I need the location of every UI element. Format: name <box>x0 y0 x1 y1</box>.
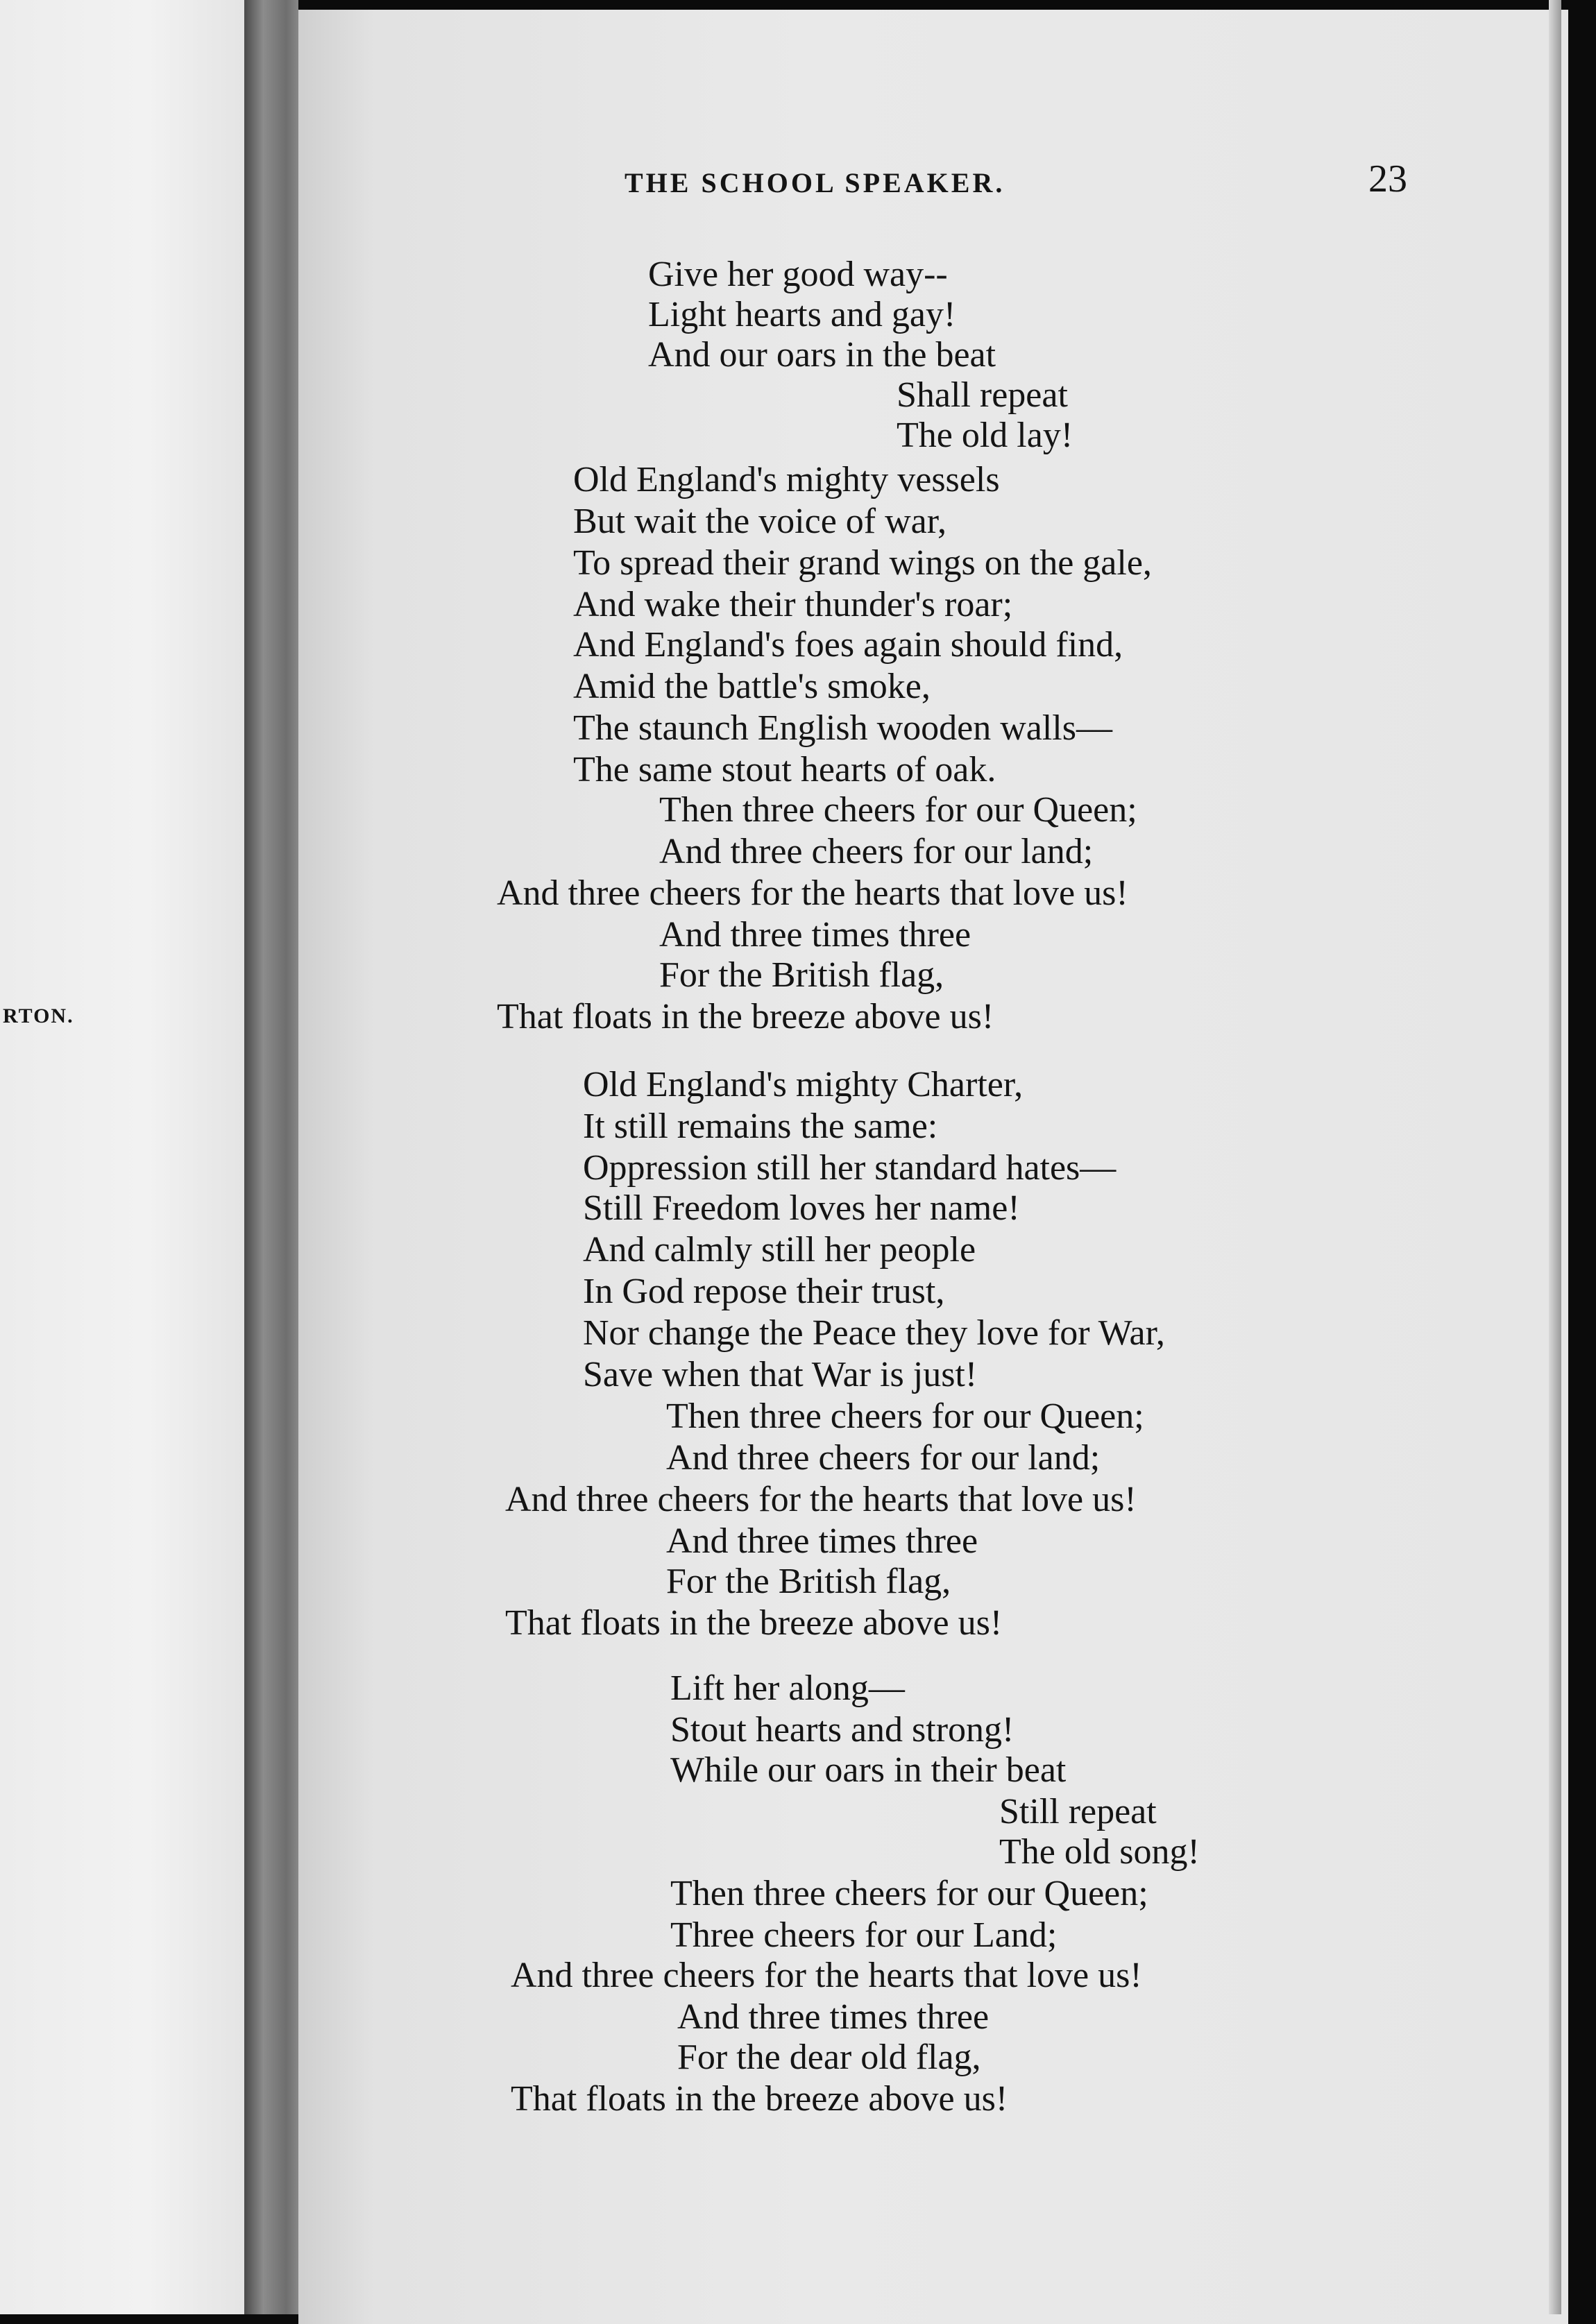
poem-line: And wake their thunder's roar; <box>573 585 1013 624</box>
poem-line: And three cheers for our land; <box>666 1438 1101 1478</box>
poem-line: Three cheers for our Land; <box>670 1915 1058 1955</box>
poem-line: And our oars in the beat <box>648 335 996 375</box>
left-page-fragment: RTON. <box>3 1005 74 1027</box>
poem-line: But wait the voice of war, <box>573 502 946 541</box>
running-head: THE SCHOOL SPEAKER. <box>625 167 1005 198</box>
poem-line: Old England's mighty vessels <box>573 460 1000 499</box>
poem-line: Oppression still her standard hates— <box>583 1148 1117 1188</box>
poem-line: Save when that War is just! <box>583 1355 978 1394</box>
poem-line: Then three cheers for our Queen; <box>666 1396 1144 1436</box>
page-number: 23 <box>1368 157 1407 200</box>
poem-line: And three times three <box>677 1997 990 2037</box>
poem-line: To spread their grand wings on the gale, <box>573 543 1152 583</box>
poem-line: That floats in the breeze above us! <box>505 1603 1003 1643</box>
poem-line: And three times three <box>659 915 971 955</box>
poem-line: For the British flag, <box>666 1562 951 1601</box>
poem-line: And three cheers for our land; <box>659 832 1094 871</box>
poem-line: And calmly still her people <box>583 1230 976 1270</box>
poem-line: Shall repeat <box>897 375 1068 415</box>
poem-line: Stout hearts and strong! <box>670 1710 1015 1750</box>
poem-line: That floats in the breeze above us! <box>511 2079 1008 2119</box>
poem-line: The same stout hearts of oak. <box>573 750 996 789</box>
poem-line: Then three cheers for our Queen; <box>659 790 1137 830</box>
poem-line: Still Freedom loves her name! <box>583 1188 1020 1228</box>
poem-line: And three cheers for the hearts that love us! <box>511 1956 1142 1995</box>
left-page <box>0 0 244 2314</box>
poem-line: And England's foes again should find, <box>573 625 1123 665</box>
poem-line: Give her good way-- <box>648 255 948 294</box>
poem-line: Still repeat <box>999 1792 1157 1831</box>
poem-line: And three times three <box>666 1521 978 1561</box>
poem-line: Amid the battle's smoke, <box>573 667 931 706</box>
poem-line: And three cheers for the hearts that love us! <box>505 1480 1137 1519</box>
poem-line: In God repose their trust, <box>583 1272 945 1311</box>
poem-line: Nor change the Peace they love for War, <box>583 1313 1165 1353</box>
poem-line: Then three cheers for our Queen; <box>670 1874 1148 1913</box>
poem-line: Old England's mighty Charter, <box>583 1065 1024 1104</box>
poem-line: Lift her along— <box>670 1668 905 1708</box>
poem-line: That floats in the breeze above us! <box>497 997 994 1036</box>
poem-line: While our oars in their beat <box>670 1750 1067 1790</box>
poem-line: It still remains the same: <box>583 1107 938 1146</box>
poem-line: And three cheers for the hearts that love us! <box>497 873 1128 913</box>
poem-line: For the dear old flag, <box>677 2037 981 2077</box>
poem-line: Light hearts and gay! <box>648 295 956 334</box>
poem-line: The old song! <box>999 1832 1200 1872</box>
poem-line: For the British flag, <box>659 955 944 995</box>
poem-line: The old lay! <box>897 416 1073 455</box>
page-edge <box>1549 0 1561 2314</box>
poem-line: The staunch English wooden walls— <box>573 708 1112 748</box>
